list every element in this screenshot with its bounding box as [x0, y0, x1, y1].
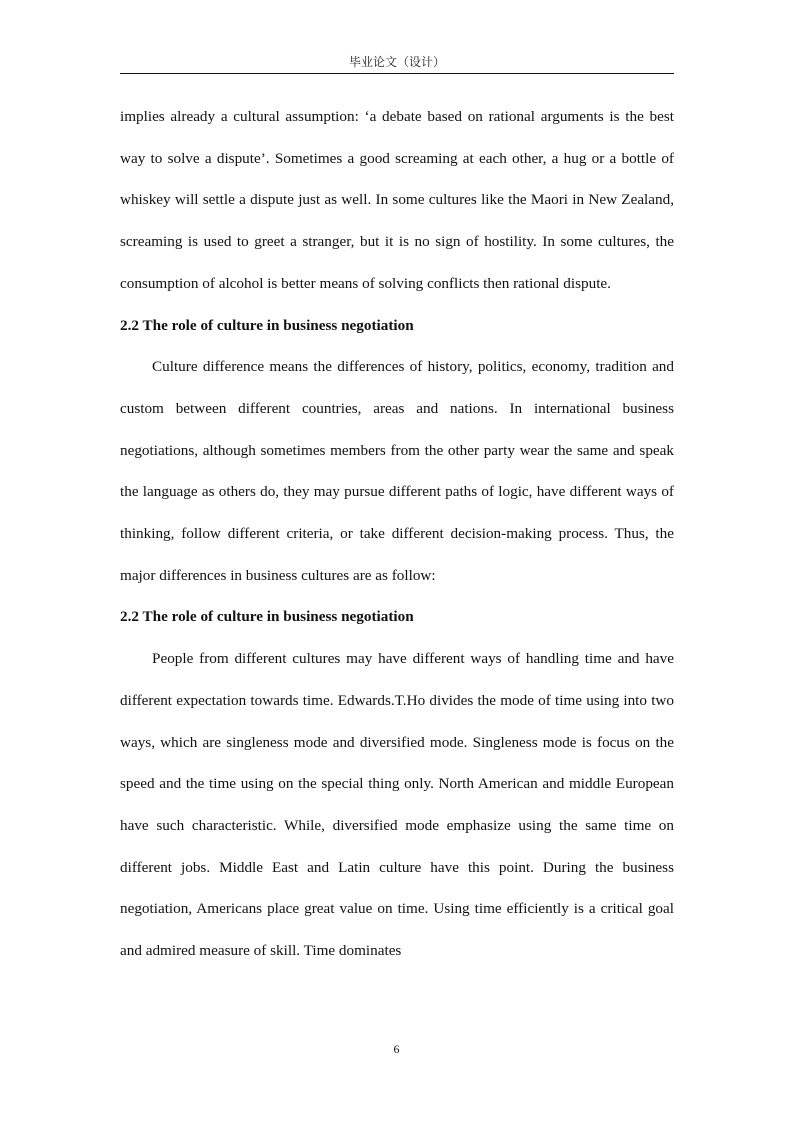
section-heading: 2.2 The role of culture in business negotiation: [120, 316, 414, 334]
page-header: 毕业论文（设计）: [348, 55, 445, 69]
page-number: 6: [393, 1042, 400, 1056]
header-divider: [120, 73, 674, 74]
paragraph-time-handling: People from different cultures may have different ways of handling time and have different expectation towards time. Edwards.T.Ho divides the mode of time using into two ways, which are singleness mode and diversified mode. Singleness mode is focus on the speed and the time using on the special thing only. North American and middle European have such characteristic. While, diversified mode emphasize using the same time on different jobs. Middle East and Latin culture have this point. During the business negotiation, Americans place great value on time. Using time efficiently is a critical goal and admired measure of skill. Time dominates: [120, 650, 674, 960]
document-body: [120, 96, 674, 972]
paragraph-culture-difference: Culture difference means the differences of history, politics, economy, tradition and custom between different countries, areas and nations. In international business negotiations, although sometimes members from the other party wear the same and speak the language as others do, they may pursue different paths of logic, have different ways of thinking, follow different criteria, or take different decision-making process. Thus, the major differences in business cultures are as follow:: [120, 358, 674, 584]
paragraph-continuation: implies already a cultural assumption: ‘a debate based on rational arguments is the best way to solve a dispute’. Sometimes a good screaming at each other, a hug or a bottle of whiskey will settle a dispute just as well. In some cultures like the Maori in New Zealand, screaming is used to greet a stranger, but it is no sign of hostility. In some cultures, the consumption of alcohol is better means of solving conflicts then rational dispute.: [120, 108, 674, 292]
section-heading-repeat: 2.2 The role of culture in business negotiation: [120, 608, 414, 626]
